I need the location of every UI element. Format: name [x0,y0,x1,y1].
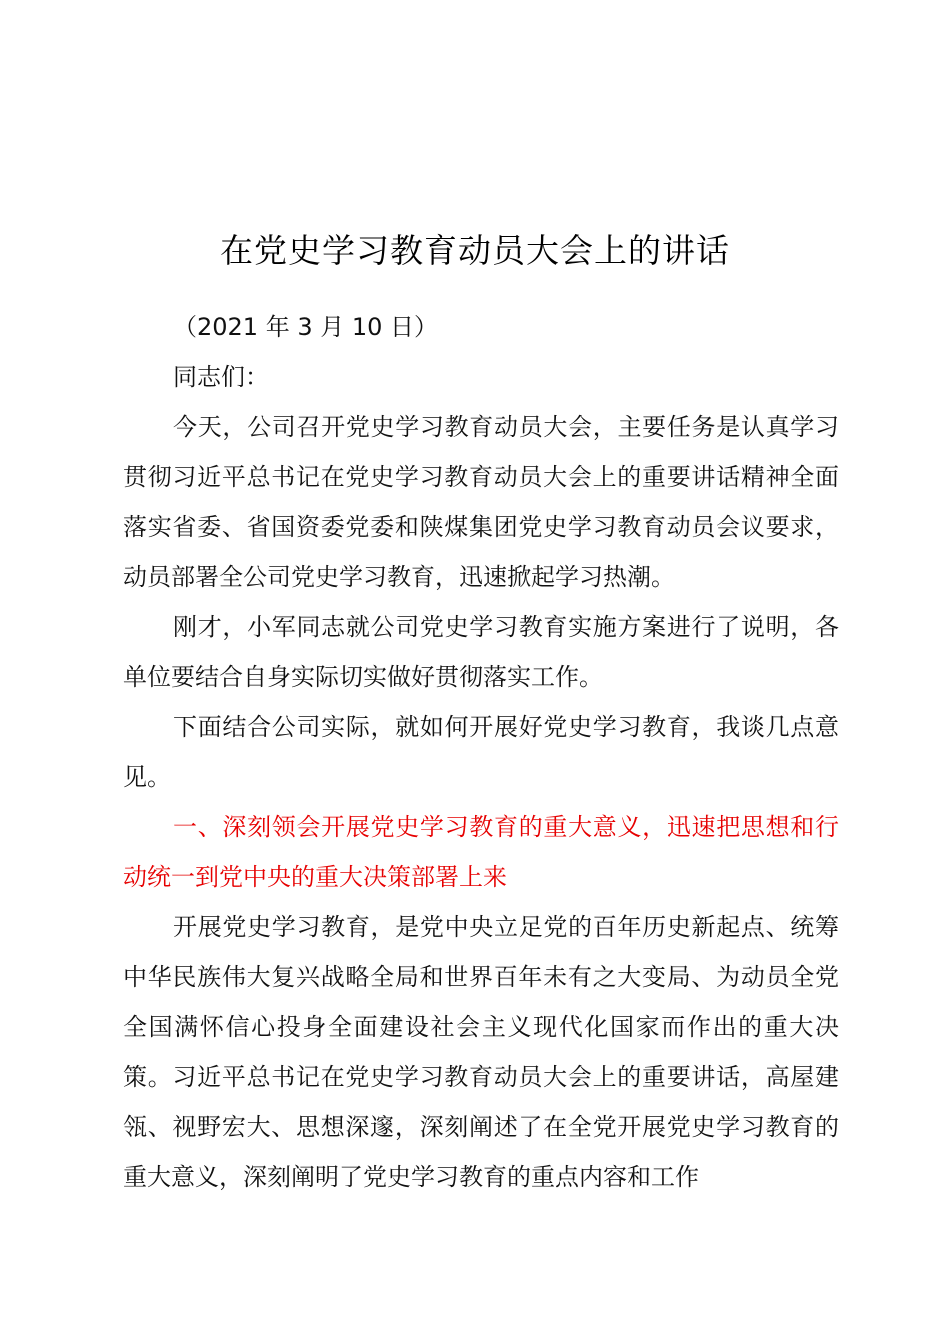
salutation: 同志们： [173,363,269,391]
paragraph: 刚才，小军同志就公司党史学习教育实施方案进行了说明，各单位要结合自身实际切实做好贯彻落实工作。 [123,613,839,691]
section-heading: 一、深刻领会开展党史学习教育的重大意义，迅速把思想和行动统一到党中央的重大决策部署上来 [123,813,839,891]
document-title: 在党史学习教育动员大会上的讲话 [220,231,730,270]
paragraph: 开展党史学习教育，是党中央立足党的百年历史新起点、统筹中华民族伟大复兴战略全局和世界百年未有之大变局、为动员全党全国满怀信心投身全面建设社会主义现代化国家而作出的重大决策。习近平总书记在党史学习教育动员大会上的重要讲话，高屋建瓴、视野宏大、思想深邃，深刻阐述了在全党开展党史学习教育的重大意义，深刻阐明了党史学习教育的重点内容和工作 [123,913,839,1191]
date-line: （2021 年 3 月 10 日） [173,313,439,341]
document-body [123,302,839,1202]
paragraph: 今天，公司召开党史学习教育动员大会，主要任务是认真学习贯彻习近平总书记在党史学习教育动员大会上的重要讲话精神全面落实省委、省国资委党委和陕煤集团党史学习教育动员会议要求，动员部署全公司党史学习教育，迅速掀起学习热潮。 [123,413,839,591]
paragraph: 下面结合公司实际，就如何开展好党史学习教育，我谈几点意见。 [123,713,839,791]
